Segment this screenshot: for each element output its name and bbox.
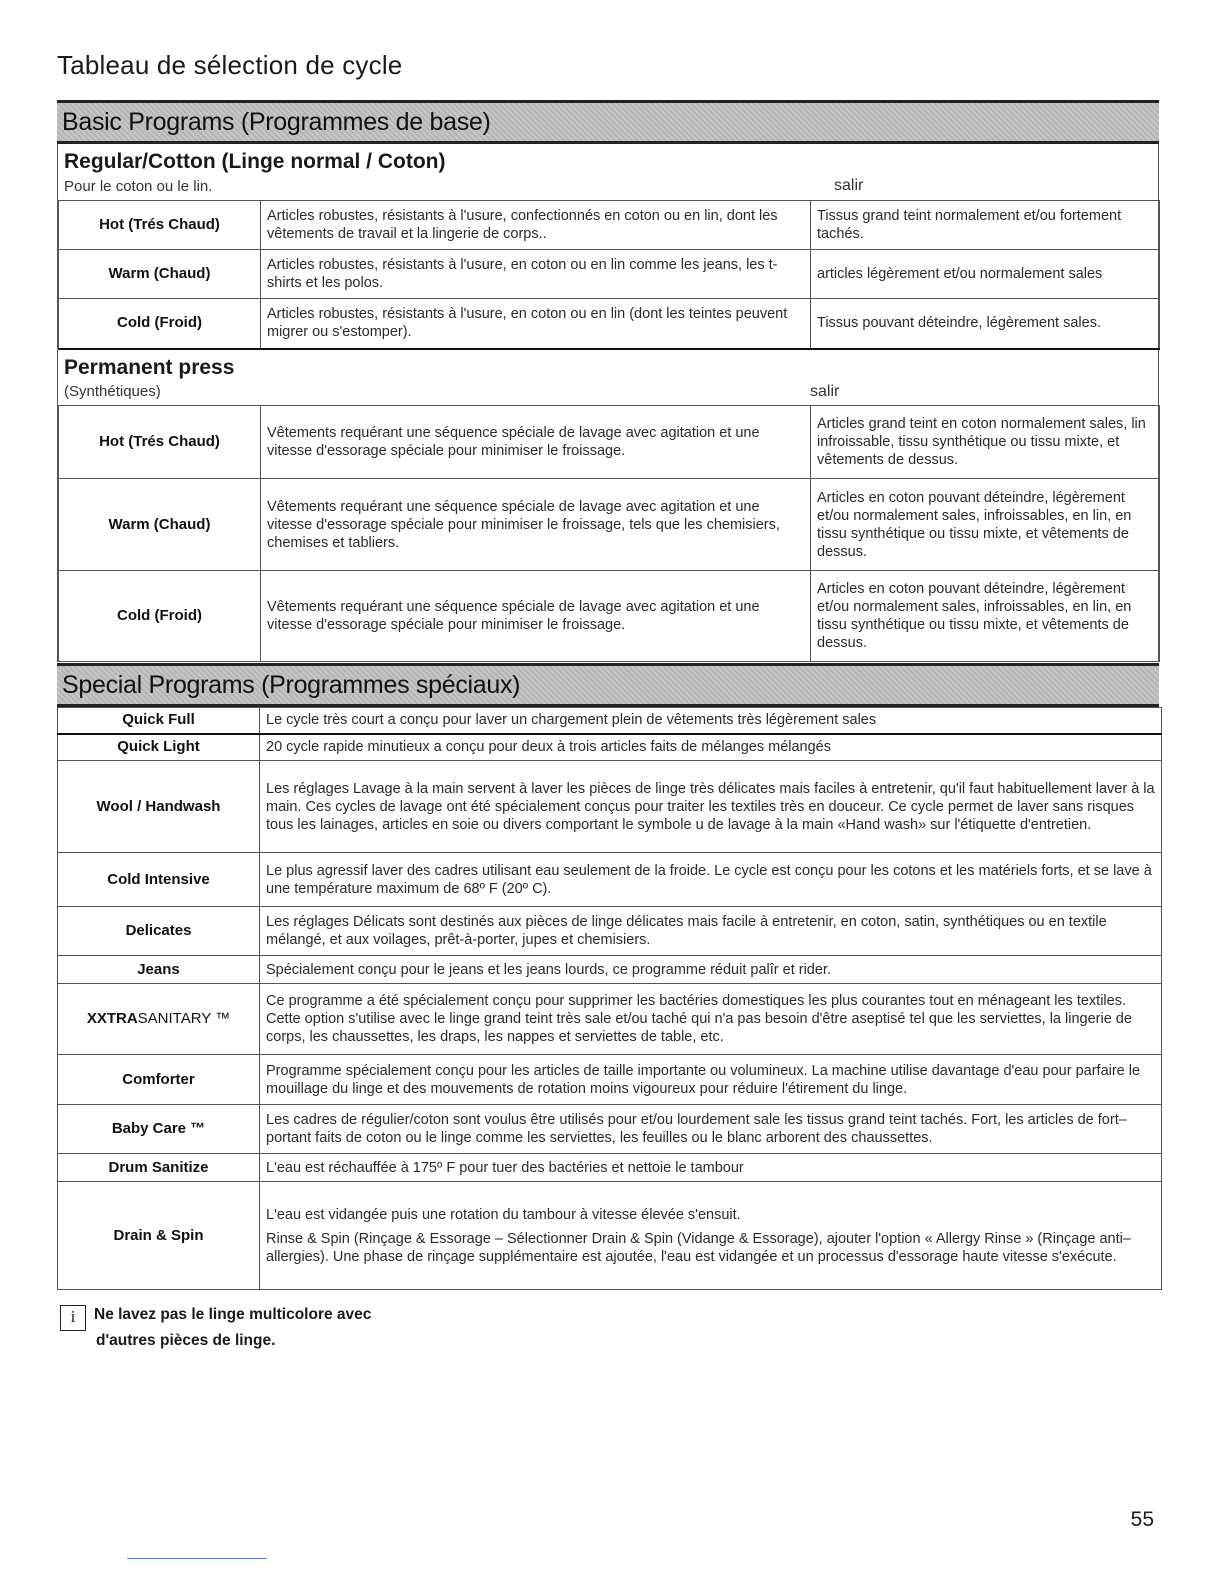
table-row xyxy=(58,956,1162,984)
row-label: Cold (Froid) xyxy=(59,299,261,349)
permanent-press-subtitle: (Synthétiques) xyxy=(64,383,161,400)
row-label: Drum Sanitize xyxy=(58,1154,260,1182)
row-label: Hot (Trés Chaud) xyxy=(59,201,261,250)
row-description: Programme spécialement conçu pour les articles de taille importante ou volumineux. La machine utilise davantage d'eau pour parfaire le mouillage du linge et des mouvements de rotation moins vigoureux pour réduire l'étirement du linge. xyxy=(260,1055,1162,1105)
row-label: Wool / Handwash xyxy=(58,761,260,853)
xxtra-label-bold: XXTRA xyxy=(86,1010,138,1027)
row-soil: Articles en coton pouvant déteindre, légèrement et/ou normalement sales, infroissables, en lin, en tissu synthétique ou tissu mixte, et vêtements de dessus. xyxy=(811,479,1160,571)
drain-spin-desc-2: Rinse & Spin (Rinçage & Essorage – Sélectionner Drain & Spin (Vidange & Essorage), ajouter l'option « Allergy Rinse » (Rinçage anti–allergies). Une phase de rinçage supplémentaire est ajoutée, l'eau est vidangée et un processus d'essorage haute vitesse s'exécute. xyxy=(266,1230,1131,1265)
table-row xyxy=(58,761,1162,853)
row-soil: Articles en coton pouvant déteindre, légèrement et/ou normalement sales, infroissables, en lin, en tissu synthétique ou tissu mixte, et vêtements de dessus. xyxy=(811,571,1160,662)
table-row xyxy=(59,250,1160,299)
permanent-press-table xyxy=(58,405,1160,662)
info-icon: i xyxy=(60,1305,86,1331)
row-label: Delicates xyxy=(58,907,260,956)
regular-cotton-salir: salir xyxy=(834,177,864,194)
page-number: 55 xyxy=(1130,1508,1154,1531)
footer-rule xyxy=(127,1558,267,1559)
basic-programs-banner xyxy=(57,100,1159,144)
row-soil: Articles grand teint en coton normalement sales, lin infroissable, tissu synthétique ou tissu mixte, et vêtements de dessus. xyxy=(811,406,1160,479)
sanitary-label: SANITARY ™ xyxy=(137,1010,231,1027)
table-row xyxy=(58,984,1162,1055)
permanent-press-salir: salir xyxy=(810,383,840,400)
row-label: Warm (Chaud) xyxy=(59,479,261,571)
regular-cotton-subtitle: Pour le coton ou le lin. xyxy=(64,178,213,195)
special-programs-table xyxy=(57,707,1162,1290)
table-row xyxy=(59,299,1160,349)
row-label: Cold Intensive xyxy=(58,853,260,907)
row-label: Quick Light xyxy=(58,734,260,761)
table-row xyxy=(58,1055,1162,1105)
table-row xyxy=(58,1182,1162,1290)
row-description: Vêtements requérant une séquence spéciale de lavage avec agitation et une vitesse d'essorage spéciale pour minimiser le froissage. xyxy=(261,571,811,662)
drain-spin-desc-1: L'eau est vidangée puis une rotation du tambour à vitesse élevée s'ensuit. xyxy=(266,1206,741,1223)
row-label: Baby Care ™ xyxy=(58,1105,260,1154)
permanent-press-title: Permanent press xyxy=(64,356,235,379)
regular-cotton-title: Regular/Cotton (Linge normal / Coton) xyxy=(64,150,446,173)
row-description: Les réglages Lavage à la main servent à laver les pièces de linge très délicates mais faciles à entretenir, qu'il faut habituellement laver à la main. Ces cycles de lavage ont été spécialement conçus pour traiter les textiles très en douceur. Ce cycle permet de laver sans risques tous les lainages, articles en soie ou divers comportant le symbole u de lavage à la main «Hand wash» sur l'étiquette d'entretien. xyxy=(260,761,1162,853)
row-soil: articles légèrement et/ou normalement sales xyxy=(811,250,1160,299)
table-row xyxy=(59,406,1160,479)
row-label xyxy=(58,984,260,1055)
permanent-press-section xyxy=(57,350,1159,662)
note-line-1: Ne lavez pas le linge multicolore avec xyxy=(94,1306,372,1323)
row-description: Le cycle très court a conçu pour laver un chargement plein de vêtements très légèrement sales xyxy=(260,708,1162,734)
table-row xyxy=(58,1105,1162,1154)
table-row xyxy=(58,734,1162,761)
regular-cotton-table xyxy=(58,200,1160,350)
row-label: Jeans xyxy=(58,956,260,984)
row-description: Articles robustes, résistants à l'usure, en coton ou en lin comme les jeans, les t-shirts et les polos. xyxy=(261,250,811,299)
row-description: 20 cycle rapide minutieux a conçu pour deux à trois articles faits de mélanges mélangés xyxy=(260,734,1162,761)
row-description: Le plus agressif laver des cadres utilisant eau seulement de la froide. Le cycle est conçu pour les cotons et les matériels forts, et se lave à une température maximum de 68º F (20º C). xyxy=(260,853,1162,907)
row-label: Drain & Spin xyxy=(58,1182,260,1290)
row-description xyxy=(260,1182,1162,1290)
special-programs-banner-title: Special Programs (Programmes spéciaux) xyxy=(62,671,521,699)
page-title: Tableau de sélection de cycle xyxy=(57,50,403,80)
note-line-2: d'autres pièces de linge. xyxy=(96,1332,276,1349)
row-description: Vêtements requérant une séquence spéciale de lavage avec agitation et une vitesse d'essorage spéciale pour minimiser le froissage, tels que les chemisiers, chemises et tabliers. xyxy=(261,479,811,571)
row-description: Ce programme a été spécialement conçu pour supprimer les bactéries domestiques les plus courantes tout en ménageant les textiles. Cette option s'utilise avec le linge grand teint très sale et/ou taché qui n'a pas besoin d'être aseptisé tel que les serviettes, la lingerie de corps, les chaussettes, les draps, les nappes et serviettes de table, etc. xyxy=(260,984,1162,1055)
special-programs-banner xyxy=(57,663,1159,707)
table-row xyxy=(58,708,1162,734)
row-description: Les cadres de régulier/coton sont voulus être utilisés pour et/ou lourdement sale les tissus grand teint tachés. Fort, les articles de fort–portant faits de coton ou le linge comme les serviettes, les feuilles ou le blanc arborent des chaussettes. xyxy=(260,1105,1162,1154)
row-soil: Tissus grand teint normalement et/ou fortement tachés. xyxy=(811,201,1160,250)
table-row xyxy=(58,1154,1162,1182)
table-row xyxy=(59,571,1160,662)
row-description: Articles robustes, résistants à l'usure, confectionnés en coton ou en lin, dont les vêtements de travail et la lingerie de corps.. xyxy=(261,201,811,250)
row-label: Warm (Chaud) xyxy=(59,250,261,299)
row-label: Comforter xyxy=(58,1055,260,1105)
table-row xyxy=(58,853,1162,907)
row-soil: Tissus pouvant déteindre, légèrement sales. xyxy=(811,299,1160,349)
row-label: Cold (Froid) xyxy=(59,571,261,662)
row-description: Articles robustes, résistants à l'usure, en coton ou en lin (dont les teintes peuvent migrer ou s'estomper). xyxy=(261,299,811,349)
row-description: L'eau est réchauffée à 175º F pour tuer des bactéries et nettoie le tambour xyxy=(260,1154,1162,1182)
basic-programs-banner-title: Basic Programs (Programmes de base) xyxy=(62,108,491,136)
row-label: Hot (Trés Chaud) xyxy=(59,406,261,479)
table-row xyxy=(59,479,1160,571)
table-row xyxy=(59,201,1160,250)
row-description: Spécialement conçu pour le jeans et les jeans lourds, ce programme réduit palîr et rider. xyxy=(260,956,1162,984)
row-description: Les réglages Délicats sont destinés aux pièces de linge délicates mais facile à entretenir, en coton, satin, synthétiques ou en textile mélangé, et aux voilages, prêt-à-porter, jupes et chemisiers. xyxy=(260,907,1162,956)
regular-cotton-section xyxy=(57,144,1159,349)
info-note xyxy=(60,1305,371,1351)
row-description: Vêtements requérant une séquence spéciale de lavage avec agitation et une vitesse d'essorage spéciale pour minimiser le froissage. xyxy=(261,406,811,479)
row-label: Quick Full xyxy=(58,708,260,734)
table-row xyxy=(58,907,1162,956)
